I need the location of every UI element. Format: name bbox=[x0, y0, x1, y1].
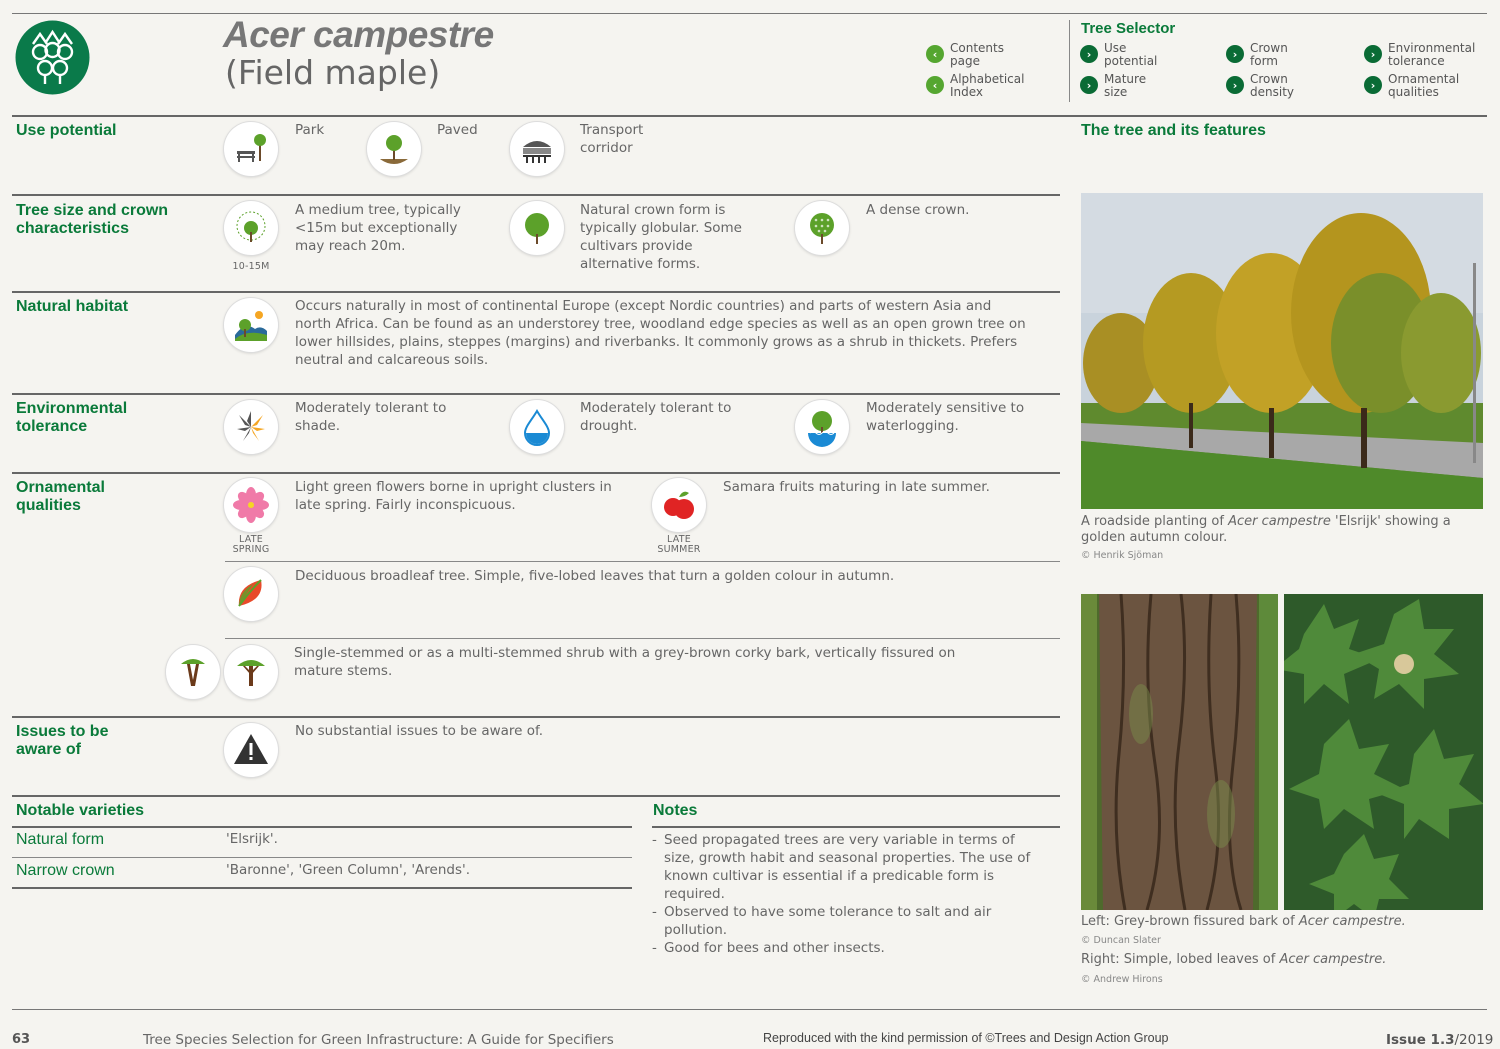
book-title: Tree Species Selection for Green Infrastructure: A Guide for Specifiers bbox=[143, 1032, 614, 1048]
crown-form-icon bbox=[510, 201, 564, 255]
caption-bark: Left: Grey-brown fissured bark of Acer campestre. bbox=[1081, 914, 1406, 929]
section-rule bbox=[12, 716, 1060, 718]
variety-value: 'Baronne', 'Green Column', 'Arends'. bbox=[226, 862, 471, 878]
env-tolerance-heading: Environmental tolerance bbox=[16, 400, 128, 435]
chevron-right-icon: › bbox=[1226, 45, 1244, 63]
crown-density-icon bbox=[795, 201, 849, 255]
use-potential-heading: Use potential bbox=[16, 122, 117, 139]
selector-crown-form[interactable]: › Crown form bbox=[1226, 42, 1288, 68]
shade-text: Moderately tolerant to shade. bbox=[295, 400, 447, 434]
chevron-right-icon: › bbox=[1226, 76, 1244, 94]
alphabetical-index-link[interactable] bbox=[926, 73, 1024, 99]
sub-rule bbox=[225, 561, 1060, 562]
selector-use-potential[interactable]: › Use potential bbox=[1080, 42, 1157, 68]
fruit-icon bbox=[652, 478, 706, 532]
use-paved-label: Paved bbox=[437, 122, 478, 138]
bark-photo bbox=[1081, 594, 1278, 910]
variety-value: 'Elsrijk'. bbox=[226, 831, 278, 847]
page-subtitle: (Field maple) bbox=[225, 53, 441, 92]
tree-size-label: 10-15M bbox=[232, 261, 270, 272]
nav-label: Index bbox=[950, 85, 984, 99]
note-item: - Seed propagated trees are very variable in terms of size, growth habit and seasonal properties. The use of known cultivar is essential if a predicable form is required. bbox=[652, 832, 1031, 902]
chevron-right-icon: › bbox=[1364, 45, 1382, 63]
tree-selector-title: Tree Selector bbox=[1081, 20, 1176, 37]
credit-roadside: © Henrik Sjöman bbox=[1081, 550, 1164, 561]
section-rule bbox=[12, 194, 1060, 196]
caption-leaves: Right: Simple, lobed leaves of Acer campestre. bbox=[1081, 952, 1387, 967]
multi-stem-icon bbox=[166, 645, 220, 699]
credit-leaves: © Andrew Hirons bbox=[1081, 974, 1163, 985]
natural-habitat-text: Occurs naturally in most of continental Europe (except Nordic countries) and parts of western Asia and north Africa. Can be found as an understorey tree, woodland edge species as well as an open grown tree on lower hillsides, plains, steppes (margins) and riverbanks. It commonly grows as a shrub in thickets. Prefers neutral and calcareous soils. bbox=[295, 298, 1026, 368]
section-rule bbox=[12, 291, 1060, 293]
drought-text: Moderately tolerant to drought. bbox=[580, 400, 732, 434]
fruit-season-label: LATE SUMMER bbox=[657, 534, 701, 555]
leaves-photo bbox=[1284, 594, 1483, 910]
crown-density-text: A dense crown. bbox=[866, 202, 970, 218]
flower-icon bbox=[224, 478, 278, 532]
tree-size-text: A medium tree, typically <15m but exceptionally may reach 20m. bbox=[295, 202, 461, 254]
features-heading: The tree and its features bbox=[1081, 122, 1266, 139]
flowers-text: Light green flowers borne in upright clusters in late spring. Fairly inconspicuous. bbox=[295, 479, 612, 513]
tree-size-heading: Tree size and crown characteristics bbox=[16, 202, 169, 237]
footer-rule bbox=[12, 1009, 1487, 1010]
tree-size-icon bbox=[224, 201, 278, 255]
park-icon bbox=[224, 122, 278, 176]
selector-environmental-tolerance[interactable]: › Environmental tolerance bbox=[1364, 42, 1475, 68]
flower-season-label: LATE SPRING bbox=[232, 534, 270, 555]
varieties-row-rule bbox=[12, 857, 632, 858]
page-title: Acer campestre bbox=[223, 14, 494, 55]
notes-heading: Notes bbox=[653, 802, 698, 819]
selector-mature-size[interactable]: › Mature size bbox=[1080, 73, 1146, 99]
permission-note: Reproduced with the kind permission of ©Trees and Design Action Group bbox=[763, 1031, 1169, 1045]
note-item: - Observed to have some tolerance to salt and air pollution. bbox=[652, 904, 992, 938]
chevron-right-icon: › bbox=[1364, 76, 1382, 94]
issues-text: No substantial issues to be aware of. bbox=[295, 723, 544, 739]
sub-rule bbox=[225, 638, 1060, 639]
chevron-right-icon: › bbox=[1080, 45, 1098, 63]
habitat-icon bbox=[224, 298, 278, 352]
caption-roadside: A roadside planting of Acer campestre 'Elsrijk' showing a golden autumn colour. bbox=[1081, 514, 1451, 545]
nav-label: Alphabetical bbox=[950, 72, 1025, 86]
warning-icon bbox=[224, 723, 278, 777]
selector-crown-density[interactable]: › Crown density bbox=[1226, 73, 1294, 99]
ornamental-heading: Ornamental qualities bbox=[16, 479, 105, 514]
note-item: - Good for bees and other insects. bbox=[652, 940, 885, 956]
single-stem-icon bbox=[224, 645, 278, 699]
header-rule bbox=[12, 115, 1487, 117]
use-park-label: Park bbox=[295, 122, 325, 138]
bark-text: Single-stemmed or as a multi-stemmed shrub with a grey-brown corky bark, vertically fissured on mature stems. bbox=[294, 645, 956, 679]
section-rule bbox=[12, 795, 1060, 797]
roadside-tree-photo bbox=[1081, 193, 1483, 509]
chevron-left-icon: ‹ bbox=[926, 45, 944, 63]
varieties-end-rule bbox=[12, 887, 632, 889]
page-number: 63 bbox=[12, 1032, 31, 1047]
fruit-text: Samara fruits maturing in late summer. bbox=[723, 479, 990, 495]
notes-list bbox=[652, 831, 1042, 957]
varieties-rule bbox=[12, 826, 632, 828]
leaves-text: Deciduous broadleaf tree. Simple, five-lobed leaves that turn a golden colour in autumn. bbox=[295, 568, 895, 584]
varieties-heading: Notable varieties bbox=[16, 802, 145, 819]
drought-icon bbox=[510, 400, 564, 454]
variety-name: Natural form bbox=[16, 831, 105, 848]
use-transport-label: Transport corridor bbox=[580, 122, 644, 156]
chevron-right-icon: › bbox=[1080, 76, 1098, 94]
nav-divider bbox=[1069, 20, 1070, 102]
issue-number: Issue 1.3/2019 bbox=[1386, 1032, 1494, 1048]
credit-bark: © Duncan Slater bbox=[1081, 935, 1161, 946]
nav-label: Contents bbox=[950, 41, 1004, 55]
nav-label: page bbox=[950, 54, 980, 68]
contents-page-link[interactable] bbox=[926, 42, 1004, 68]
issues-heading: Issues to be aware of bbox=[16, 723, 109, 758]
tdag-logo bbox=[15, 20, 90, 95]
paved-icon bbox=[367, 122, 421, 176]
waterlogging-text: Moderately sensitive to waterlogging. bbox=[866, 400, 1025, 434]
selector-ornamental-qualities[interactable]: › Ornamental qualities bbox=[1364, 73, 1459, 99]
shade-icon bbox=[224, 400, 278, 454]
notes-rule bbox=[652, 826, 1060, 828]
variety-name: Narrow crown bbox=[16, 862, 115, 879]
waterlogging-icon bbox=[795, 400, 849, 454]
section-rule bbox=[12, 393, 1060, 395]
transport-corridor-icon bbox=[510, 122, 564, 176]
crown-form-text: Natural crown form is typically globular. Some cultivars provide alternative forms. bbox=[580, 202, 742, 272]
leaf-icon bbox=[224, 567, 278, 621]
chevron-left-icon: ‹ bbox=[926, 76, 944, 94]
natural-habitat-heading: Natural habitat bbox=[16, 298, 129, 315]
section-rule bbox=[12, 472, 1060, 474]
